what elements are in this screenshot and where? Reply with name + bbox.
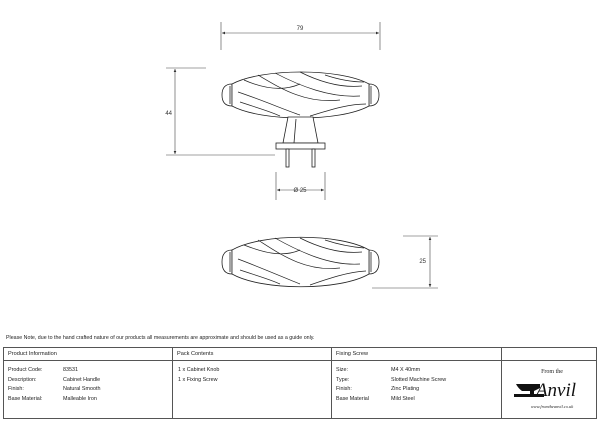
list-item: Product Code: 83531 xyxy=(8,367,78,373)
product-info-heading: Product Information xyxy=(8,351,57,357)
product-info-list xyxy=(8,366,100,404)
list-item: Finish: Natural Smooth xyxy=(8,386,101,393)
diameter-dimension xyxy=(276,172,325,200)
list-item: Type: Slotted Machine Screw xyxy=(336,376,447,383)
fixing-screw-list xyxy=(336,366,446,404)
list-item: Finish: Zinc Plating xyxy=(336,386,420,393)
logo-brand: Anvil xyxy=(535,380,577,401)
logo-from-the: From the xyxy=(541,369,563,375)
height-dimension-label: 44 xyxy=(165,111,172,117)
list-item: 1 x Fixing Screw xyxy=(178,376,218,383)
width-dimension-label: 79 xyxy=(296,26,304,32)
table-divider xyxy=(4,360,596,361)
from-the-anvil-logo xyxy=(510,364,594,412)
depth-dimension-label: 25 xyxy=(419,259,426,265)
pack-contents-heading: Pack Contents xyxy=(177,351,214,357)
pack-contents-list xyxy=(178,366,219,385)
list-item: Description: Cabinet Handle xyxy=(8,376,101,383)
list-item: Base Material: Malleable Iron xyxy=(8,395,97,402)
list-item: Size: M4 X 40mm xyxy=(336,367,421,373)
list-item: Base Material Mild Steel xyxy=(336,395,415,402)
fixing-screw-heading: Fixing Screw xyxy=(336,351,369,357)
logo-url: www.fromtheanvil.co.uk xyxy=(530,404,574,409)
info-table xyxy=(3,347,597,419)
disclaimer-note: Please Note, due to the hand crafted nature of our products all measurements are approximate and should be used as a guide only. xyxy=(6,335,315,341)
diameter-dimension-label: Ø 25 xyxy=(293,188,307,194)
depth-dimension xyxy=(372,236,438,288)
front-view-knob xyxy=(222,72,379,167)
column-divider xyxy=(501,348,502,418)
top-view-knob xyxy=(222,237,379,287)
list-item: 1 x Cabinet Knob xyxy=(178,367,220,373)
